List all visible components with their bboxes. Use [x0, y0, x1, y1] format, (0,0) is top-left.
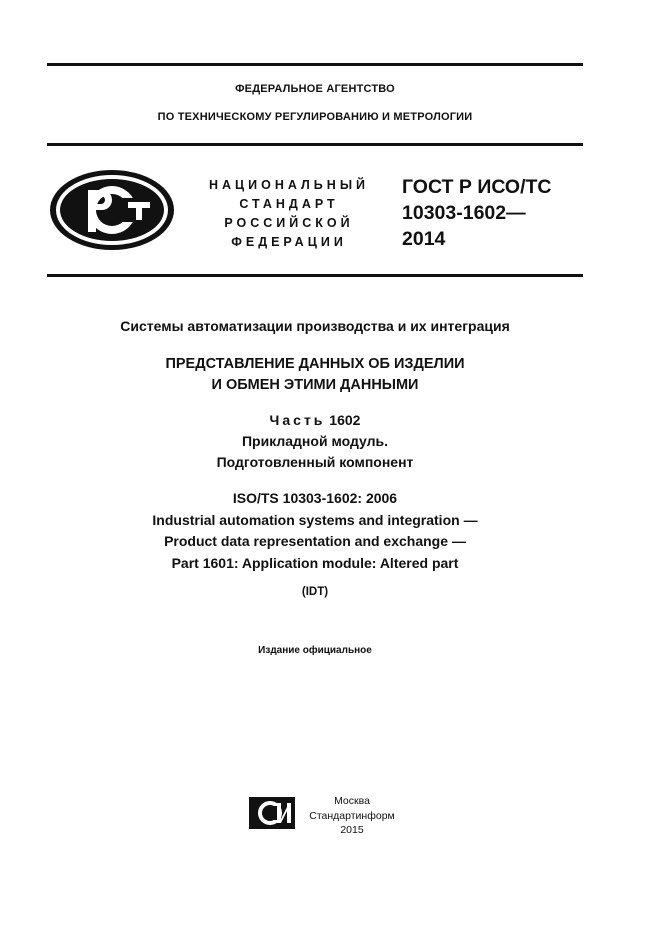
- national-standard-line: СТАНДАРТ: [239, 197, 339, 211]
- part-word: Часть: [269, 412, 326, 428]
- english-title-block: [47, 488, 583, 574]
- official-edition-label: Издание официальное: [258, 645, 372, 656]
- national-standard-line: ФЕДЕРАЦИИ: [231, 235, 347, 249]
- english-title-line-2: Product data representation and exchange —: [164, 533, 466, 549]
- standard-designation: [402, 174, 552, 252]
- series-title: Системы автоматизации производства и их интеграция: [120, 318, 510, 334]
- main-title: [47, 354, 583, 396]
- publisher-city: Москва: [334, 795, 370, 807]
- iso-reference: ISO/TS 10303-1602: 2006: [232, 490, 398, 506]
- part-number: 1602: [329, 412, 361, 428]
- publisher-name: Стандартинформ: [309, 809, 395, 822]
- standartinform-logo-icon: [249, 797, 295, 829]
- header-rule: [47, 143, 583, 146]
- national-standard-block: [200, 176, 378, 252]
- top-rule: [47, 63, 583, 66]
- gost-r-emblem-icon: [48, 168, 176, 252]
- english-title-line-1: Industrial automation systems and integration —: [152, 511, 478, 528]
- agency-line-2: ПО ТЕХНИЧЕСКОМУ РЕГУЛИРОВАНИЮ И МЕТРОЛОГИИ: [157, 111, 473, 123]
- designation-line-1: ГОСТ Р ИСО/ТС: [402, 176, 552, 198]
- part-heading: [47, 410, 583, 431]
- module-line-1: Прикладной модуль.: [241, 433, 389, 449]
- idt-label: (IDT): [301, 586, 329, 598]
- title-block-rule: [47, 274, 583, 277]
- part-block: [47, 410, 583, 473]
- national-standard-line: НАЦИОНАЛЬНЫЙ: [208, 178, 370, 192]
- designation-line-3: 2014: [402, 228, 446, 250]
- module-line-2: Подготовленный компонент: [216, 454, 414, 470]
- designation-line-2: 10303-1602—: [402, 202, 526, 224]
- main-title-line-1: ПРЕДСТАВЛЕНИЕ ДАННЫХ ОБ ИЗДЕЛИИ: [165, 356, 465, 372]
- publisher-block: [302, 794, 402, 838]
- national-standard-line: РОССИЙСКОЙ: [224, 216, 354, 230]
- english-title-line-3: Part 1601: Application module: Altered part: [171, 554, 459, 571]
- agency-line-1: ФЕДЕРАЛЬНОЕ АГЕНТСТВО: [235, 83, 395, 95]
- main-title-line-2: И ОБМЕН ЭТИМИ ДАННЫМИ: [211, 377, 419, 393]
- publisher-year: 2015: [340, 824, 364, 836]
